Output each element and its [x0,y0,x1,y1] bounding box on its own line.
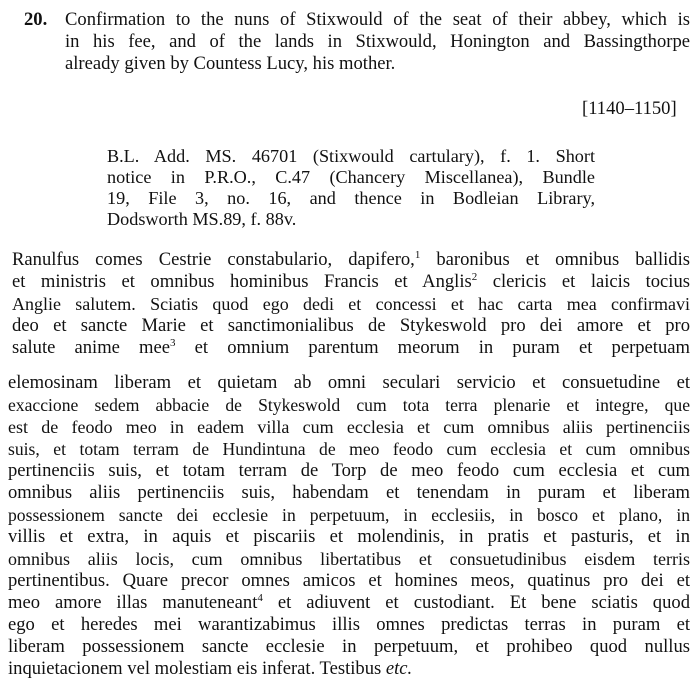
charter-line: ego et heredes mei warantizabimus illis omnes predictas terras in puram et [8,614,690,635]
source-line: Dodsworth MS.89, f. 88v. [107,209,297,229]
charter-line: deo et sancte Marie et sanctimonialibus de Stykeswold pro dei amore et pro [12,315,690,336]
source-line: B.L. Add. MS. 46701 (Stixwould cartulary), f. 1. Short [107,146,595,166]
entry-date: [1140–1150] [582,98,677,119]
heading-line: already given by Countess Lucy, his mother. [65,53,396,74]
heading-line: Confirmation to the nuns of Stixwould of the seat of their abbey, which is [65,9,690,30]
entry-number: 20. [24,9,48,30]
footnote-marker: 4 [257,591,263,604]
charter-line: exaccione sedem abbacie de Stykeswold cum tota terra plenarie et integre, que [8,395,690,415]
charter-line: possessionem sancte dei ecclesie in perpetuum, in ecclesiis, in bosco et plano, in [8,505,690,525]
charter-line: pertinentibus. Quare precor omnes amicos et homines meos, quatinus pro dei et [8,570,690,591]
heading-line: in his fee, and of the lands in Stixwould, Honington and Bassingthorpe [65,31,690,52]
charter-line: pertinenciis suis, et totam terram de Torp de meo feodo cum ecclesia et cum [8,460,690,481]
etc-abbreviation: etc. [385,658,413,679]
charter-line: Ranulfus comes Cestrie constabulario, dapifero,$^1$ baronibus et omnibus ballidis [12,248,690,270]
charter-line: omnibus aliis pertinenciis suis, habendam et tenendam in puram et liberam [8,482,690,503]
charter-line: elemosinam liberam et quietam ab omni seculari servicio et consuetudine et [8,372,690,393]
footnote-marker: 1 [414,248,421,261]
charter-line: meo amore illas manuteneant$^4$ et adiuvent et custodiant. Et bene sciatis quod [8,591,690,613]
source-line: 19, File 3, no. 16, and thence in Bodleian Library, [107,188,595,208]
source-line: notice in P.R.O., C.47 (Chancery Miscellanea), Bundle [107,167,595,187]
charter-line: suis, et totam terram de Hundintuna de meo feodo cum ecclesia et cum omnibus [8,439,690,459]
charter-line: villis et extra, in aquis et piscariis et molendinis, in pratis et pasturis, et in [8,526,690,547]
charter-line: Anglie salutem. Sciatis quod ego dedi et concessi et hac carta mea confirmavi [12,294,690,314]
charter-line: omnibus aliis locis, cum omnibus libertatibus et consuetudinibus eisdem terris [8,549,690,569]
charter-line: salute anime mee$^3$ et omnium parentum meorum in puram et perpetuam [12,336,690,358]
charter-line: est de feodo meo in eadem villa cum ecclesia et cum omnibus aliis pertinenciis [8,417,690,437]
charter-line: liberam possessionem sancte ecclesie in perpetuum, et prohibeo quod nullus [8,636,690,657]
charter-line: inquietacionem vel molestiam eis inferat. Testibus etc. [8,658,413,679]
footnote-marker: 3 [170,336,176,349]
charter-line: et ministris et omnibus hominibus Francis et Anglis$^2$ clericis et laicis tocius [12,270,690,292]
footnote-marker: 2 [471,270,478,283]
